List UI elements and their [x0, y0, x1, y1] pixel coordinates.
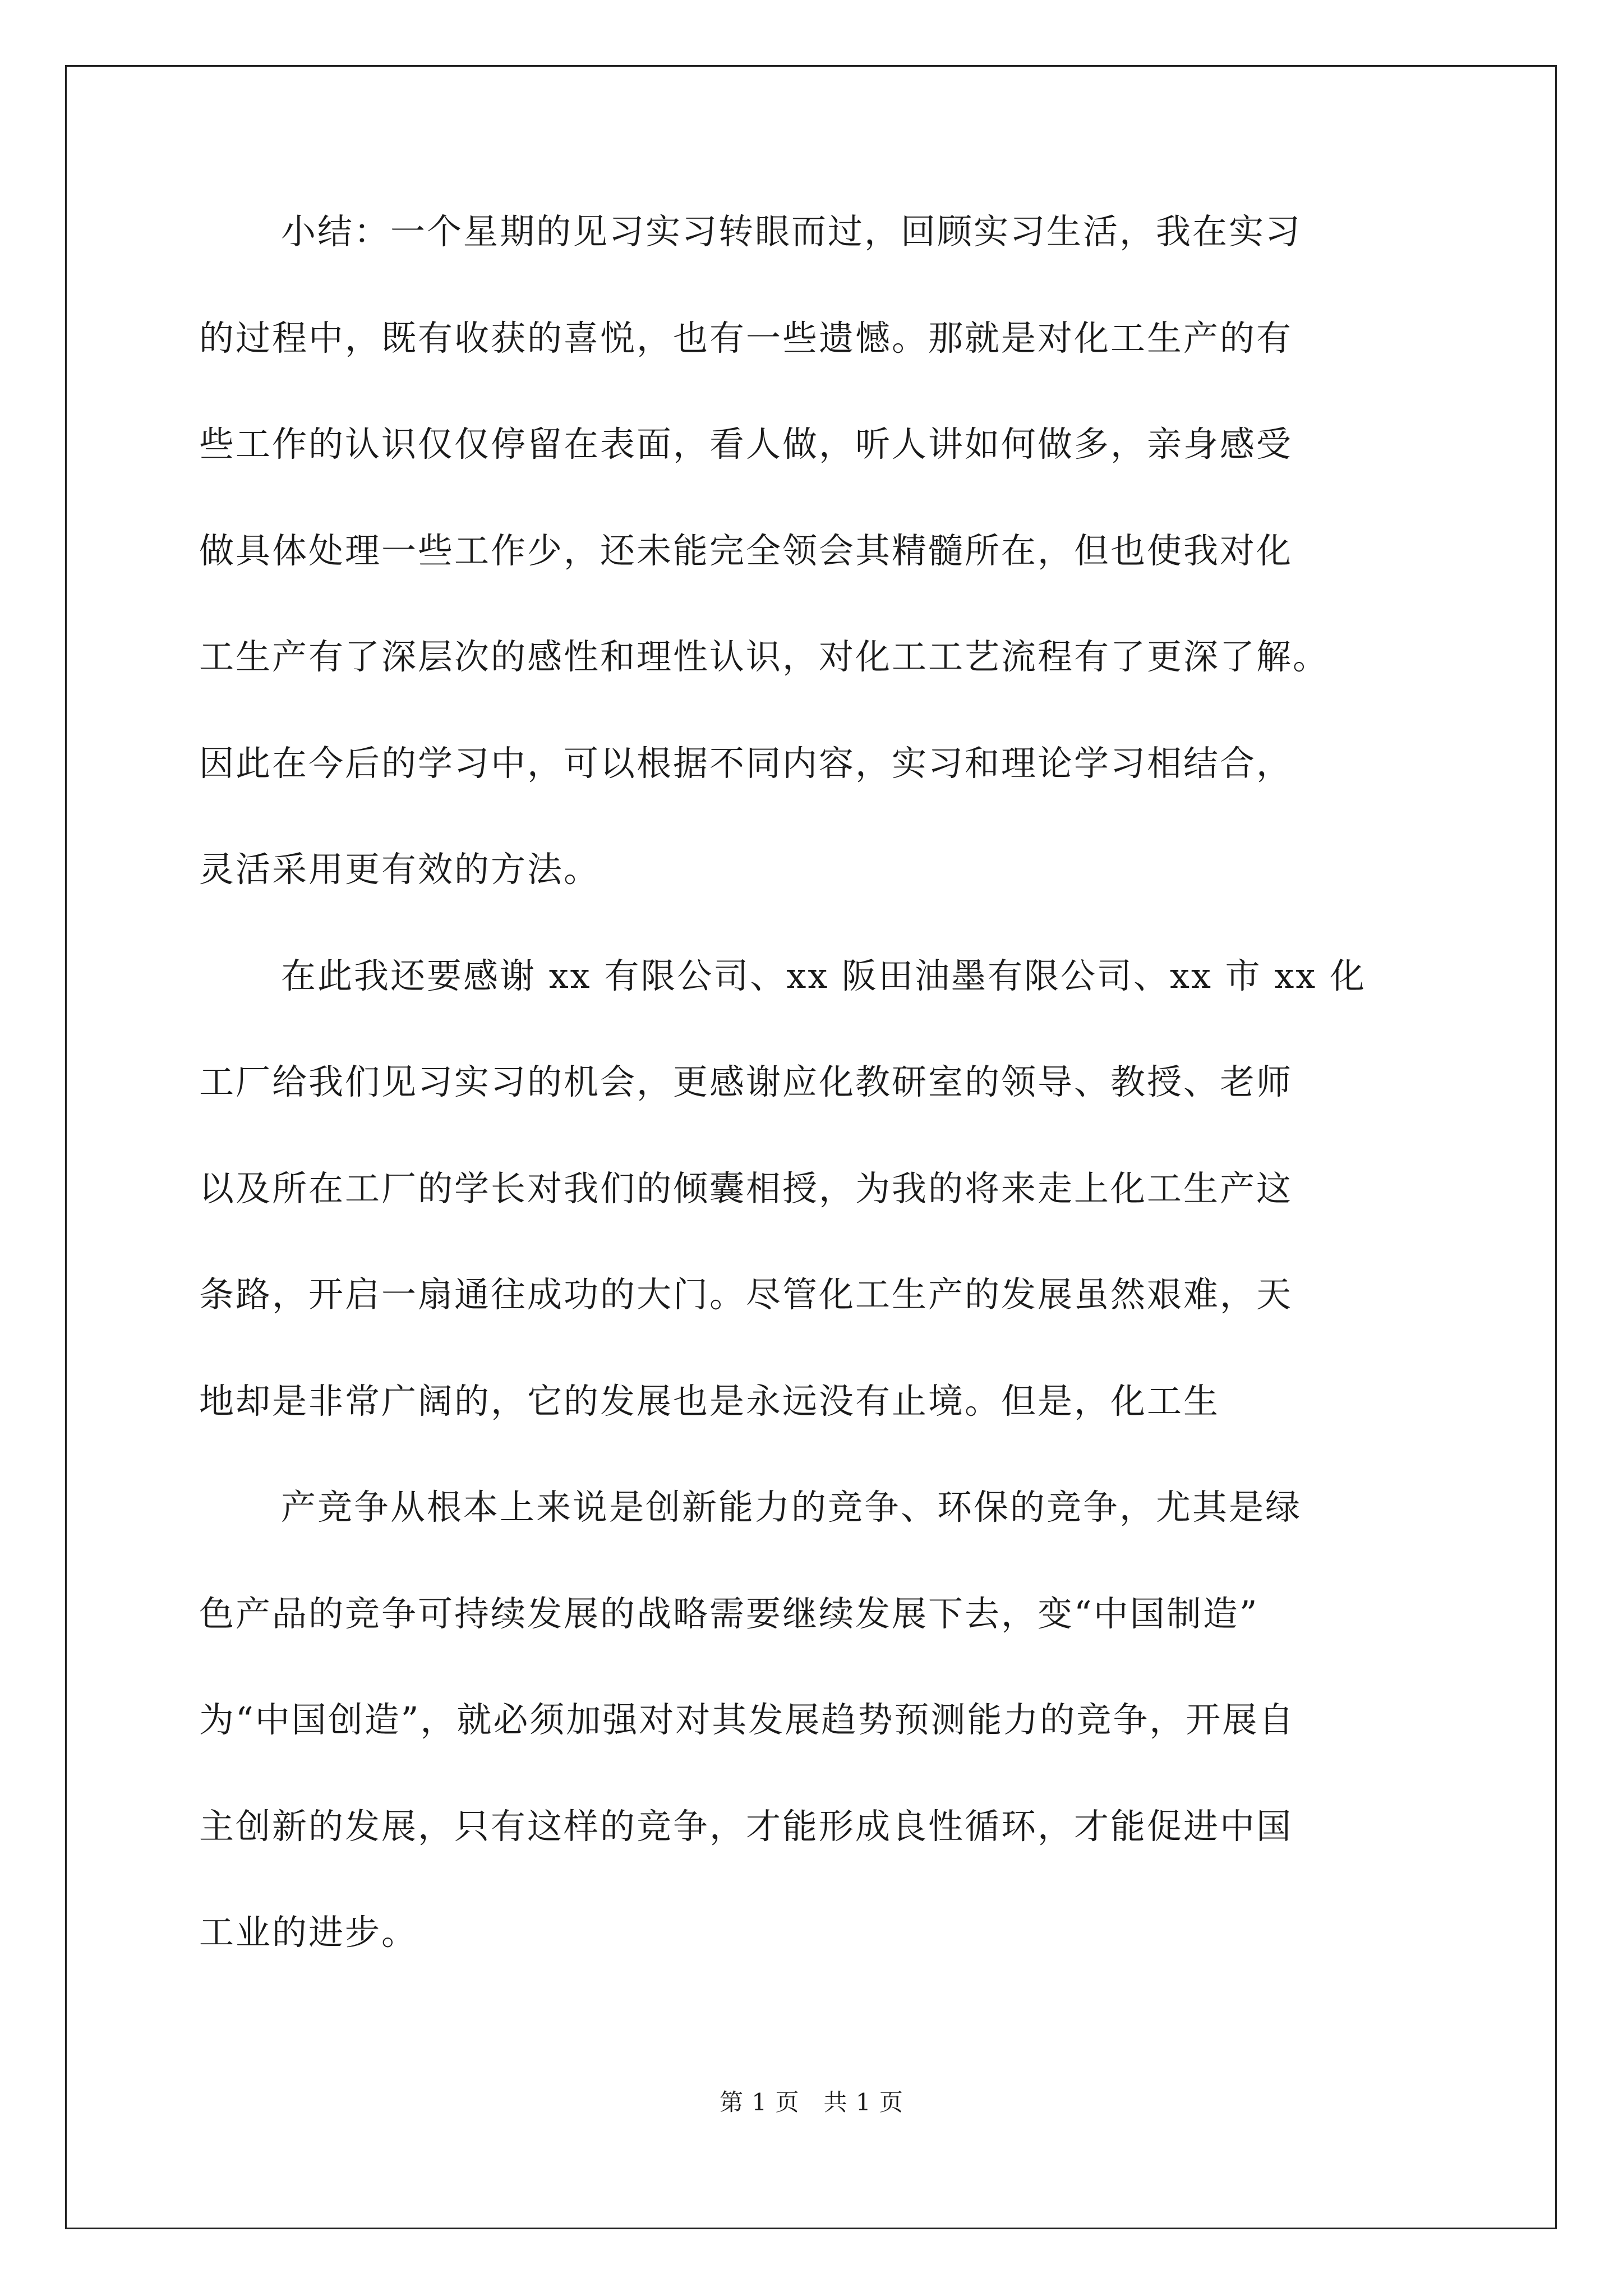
text-line: 产竞争从根本上来说是创新能力的竞争、环保的竞争，尤其是绿: [281, 1487, 1302, 1527]
text-line: 工业的进步。: [199, 1912, 418, 1953]
text-line: 地却是非常广阔的，它的发展也是永远没有止境。但是，化工生: [199, 1380, 1220, 1421]
text-line: 以及所在工厂的学长对我们的倾囊相授，为我的将来走上化工生产这: [199, 1167, 1293, 1209]
text-line: 的过程中，既有收获的喜悦，也有一些遗憾。那就是对化工生产的有: [199, 317, 1293, 358]
text-line: 些工作的认识仅仅停留在表面，看人做，听人讲如何做多，亲身感受: [199, 424, 1293, 464]
text-line: 小结：一个星期的见习实习转眼而过，回顾实习生活，我在实习: [281, 211, 1302, 252]
text-line: 灵活采用更有效的方法。: [199, 849, 601, 890]
text-line: 工厂给我们见习实习的机会，更感谢应化教研室的领导、教授、老师: [199, 1061, 1293, 1102]
text-line: 色产品的竞争可持续发展的战略需要继续发展下去，变“中国制造”: [199, 1593, 1259, 1634]
text-line: 做具体处理一些工作少，还未能完全领会其精髓所在，但也使我对化: [199, 530, 1293, 571]
document-body: [199, 213, 1433, 2021]
text-line: 因此在今后的学习中，可以根据不同内容，实习和理论学习相结合，: [199, 742, 1293, 784]
text-line: 主创新的发展，只有这样的竞争，才能形成良性循环，才能促进中国: [199, 1805, 1293, 1847]
text-line: 工生产有了深层次的感性和理性认识，对化工工艺流程有了更深了解。: [199, 636, 1330, 677]
text-line: 为“中国创造”，就必须加强对对其发展趋势预测能力的竞争，开展自: [199, 1699, 1295, 1740]
text-line: 条路，开启一扇通往成功的大门。尽管化工生产的发展虽然艰难，天: [199, 1274, 1293, 1315]
page-number-footer: 第 1 页 共 1 页: [720, 2088, 903, 2116]
text-line: 在此我还要感谢 xx 有限公司、xx 阪田油墨有限公司、xx 市 xx 化: [281, 955, 1366, 996]
